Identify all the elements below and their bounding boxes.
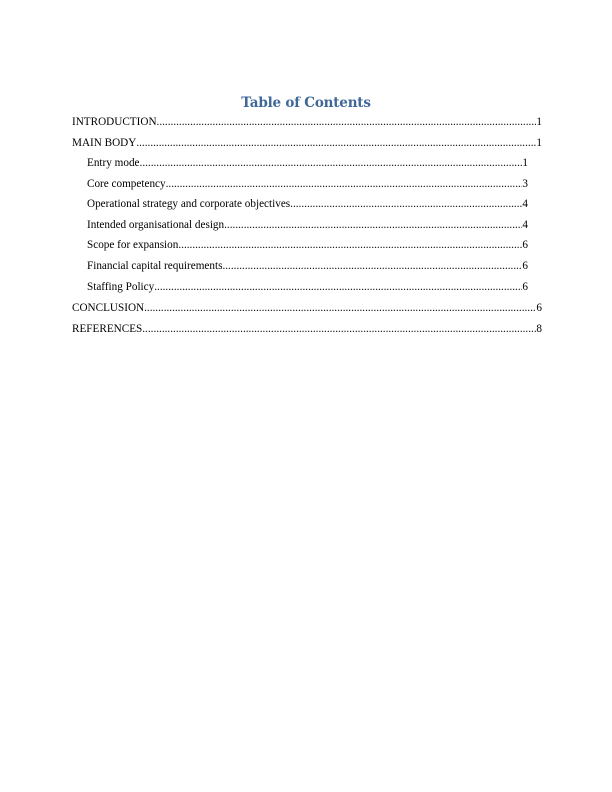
toc-entry-organisational-design[interactable]	[87, 218, 528, 232]
toc-entry-page: 1	[522, 157, 528, 169]
toc-entry-label: Financial capital requirements	[87, 260, 223, 272]
toc-entry-conclusion[interactable]	[72, 301, 542, 315]
toc-entry-label: CONCLUSION	[72, 302, 145, 314]
toc-entry-label: Staffing Policy	[87, 281, 155, 293]
toc-entry-scope-for-expansion[interactable]	[87, 238, 528, 252]
toc-entry-page: 6	[522, 260, 528, 272]
toc-entry-page: 4	[522, 198, 528, 210]
toc-entry-label: Entry mode	[87, 157, 140, 169]
toc-entry-references[interactable]	[72, 322, 542, 336]
toc-entry-page: 3	[522, 178, 528, 190]
toc-dot-leader	[154, 280, 522, 294]
toc-entry-introduction[interactable]	[72, 115, 542, 129]
toc-entry-page: 4	[522, 219, 528, 231]
toc-entry-page: 6	[522, 239, 528, 251]
toc-entry-page: 6	[536, 302, 542, 314]
toc-entry-label: INTRODUCTION	[72, 116, 157, 128]
toc-entry-page: 6	[522, 281, 528, 293]
toc-dot-leader	[157, 115, 537, 129]
toc-entry-label: Intended organisational design	[87, 219, 225, 231]
toc-entry-label: REFERENCES	[72, 323, 143, 335]
toc-entry-financial-capital[interactable]	[87, 259, 528, 273]
toc-dot-leader	[222, 259, 522, 273]
toc-entry-core-competency[interactable]	[87, 177, 528, 191]
toc-entry-page: 8	[536, 323, 542, 335]
toc-entry-label: Operational strategy and corporate objectives	[87, 198, 291, 210]
toc-dot-leader	[142, 322, 536, 336]
toc-entry-operational-strategy[interactable]	[87, 197, 528, 211]
toc-dot-leader	[290, 197, 522, 211]
toc-dot-leader	[136, 136, 536, 150]
toc-entry-page: 1	[536, 137, 542, 149]
toc-dot-leader	[224, 218, 522, 232]
toc-entry-label: Core competency	[87, 178, 166, 190]
toc-entry-entry-mode[interactable]	[87, 156, 528, 170]
toc-dot-leader	[140, 156, 523, 170]
toc-title: Table of Contents	[241, 95, 371, 111]
toc-entry-page: 1	[536, 116, 542, 128]
toc-entry-label: MAIN BODY	[72, 137, 137, 149]
toc-entry-label: Scope for expansion	[87, 239, 179, 251]
toc-entry-staffing-policy[interactable]	[87, 280, 528, 294]
toc-entry-main-body[interactable]	[72, 136, 542, 150]
toc-dot-leader	[178, 238, 522, 252]
toc-dot-leader	[166, 177, 523, 191]
toc-dot-leader	[144, 301, 536, 315]
